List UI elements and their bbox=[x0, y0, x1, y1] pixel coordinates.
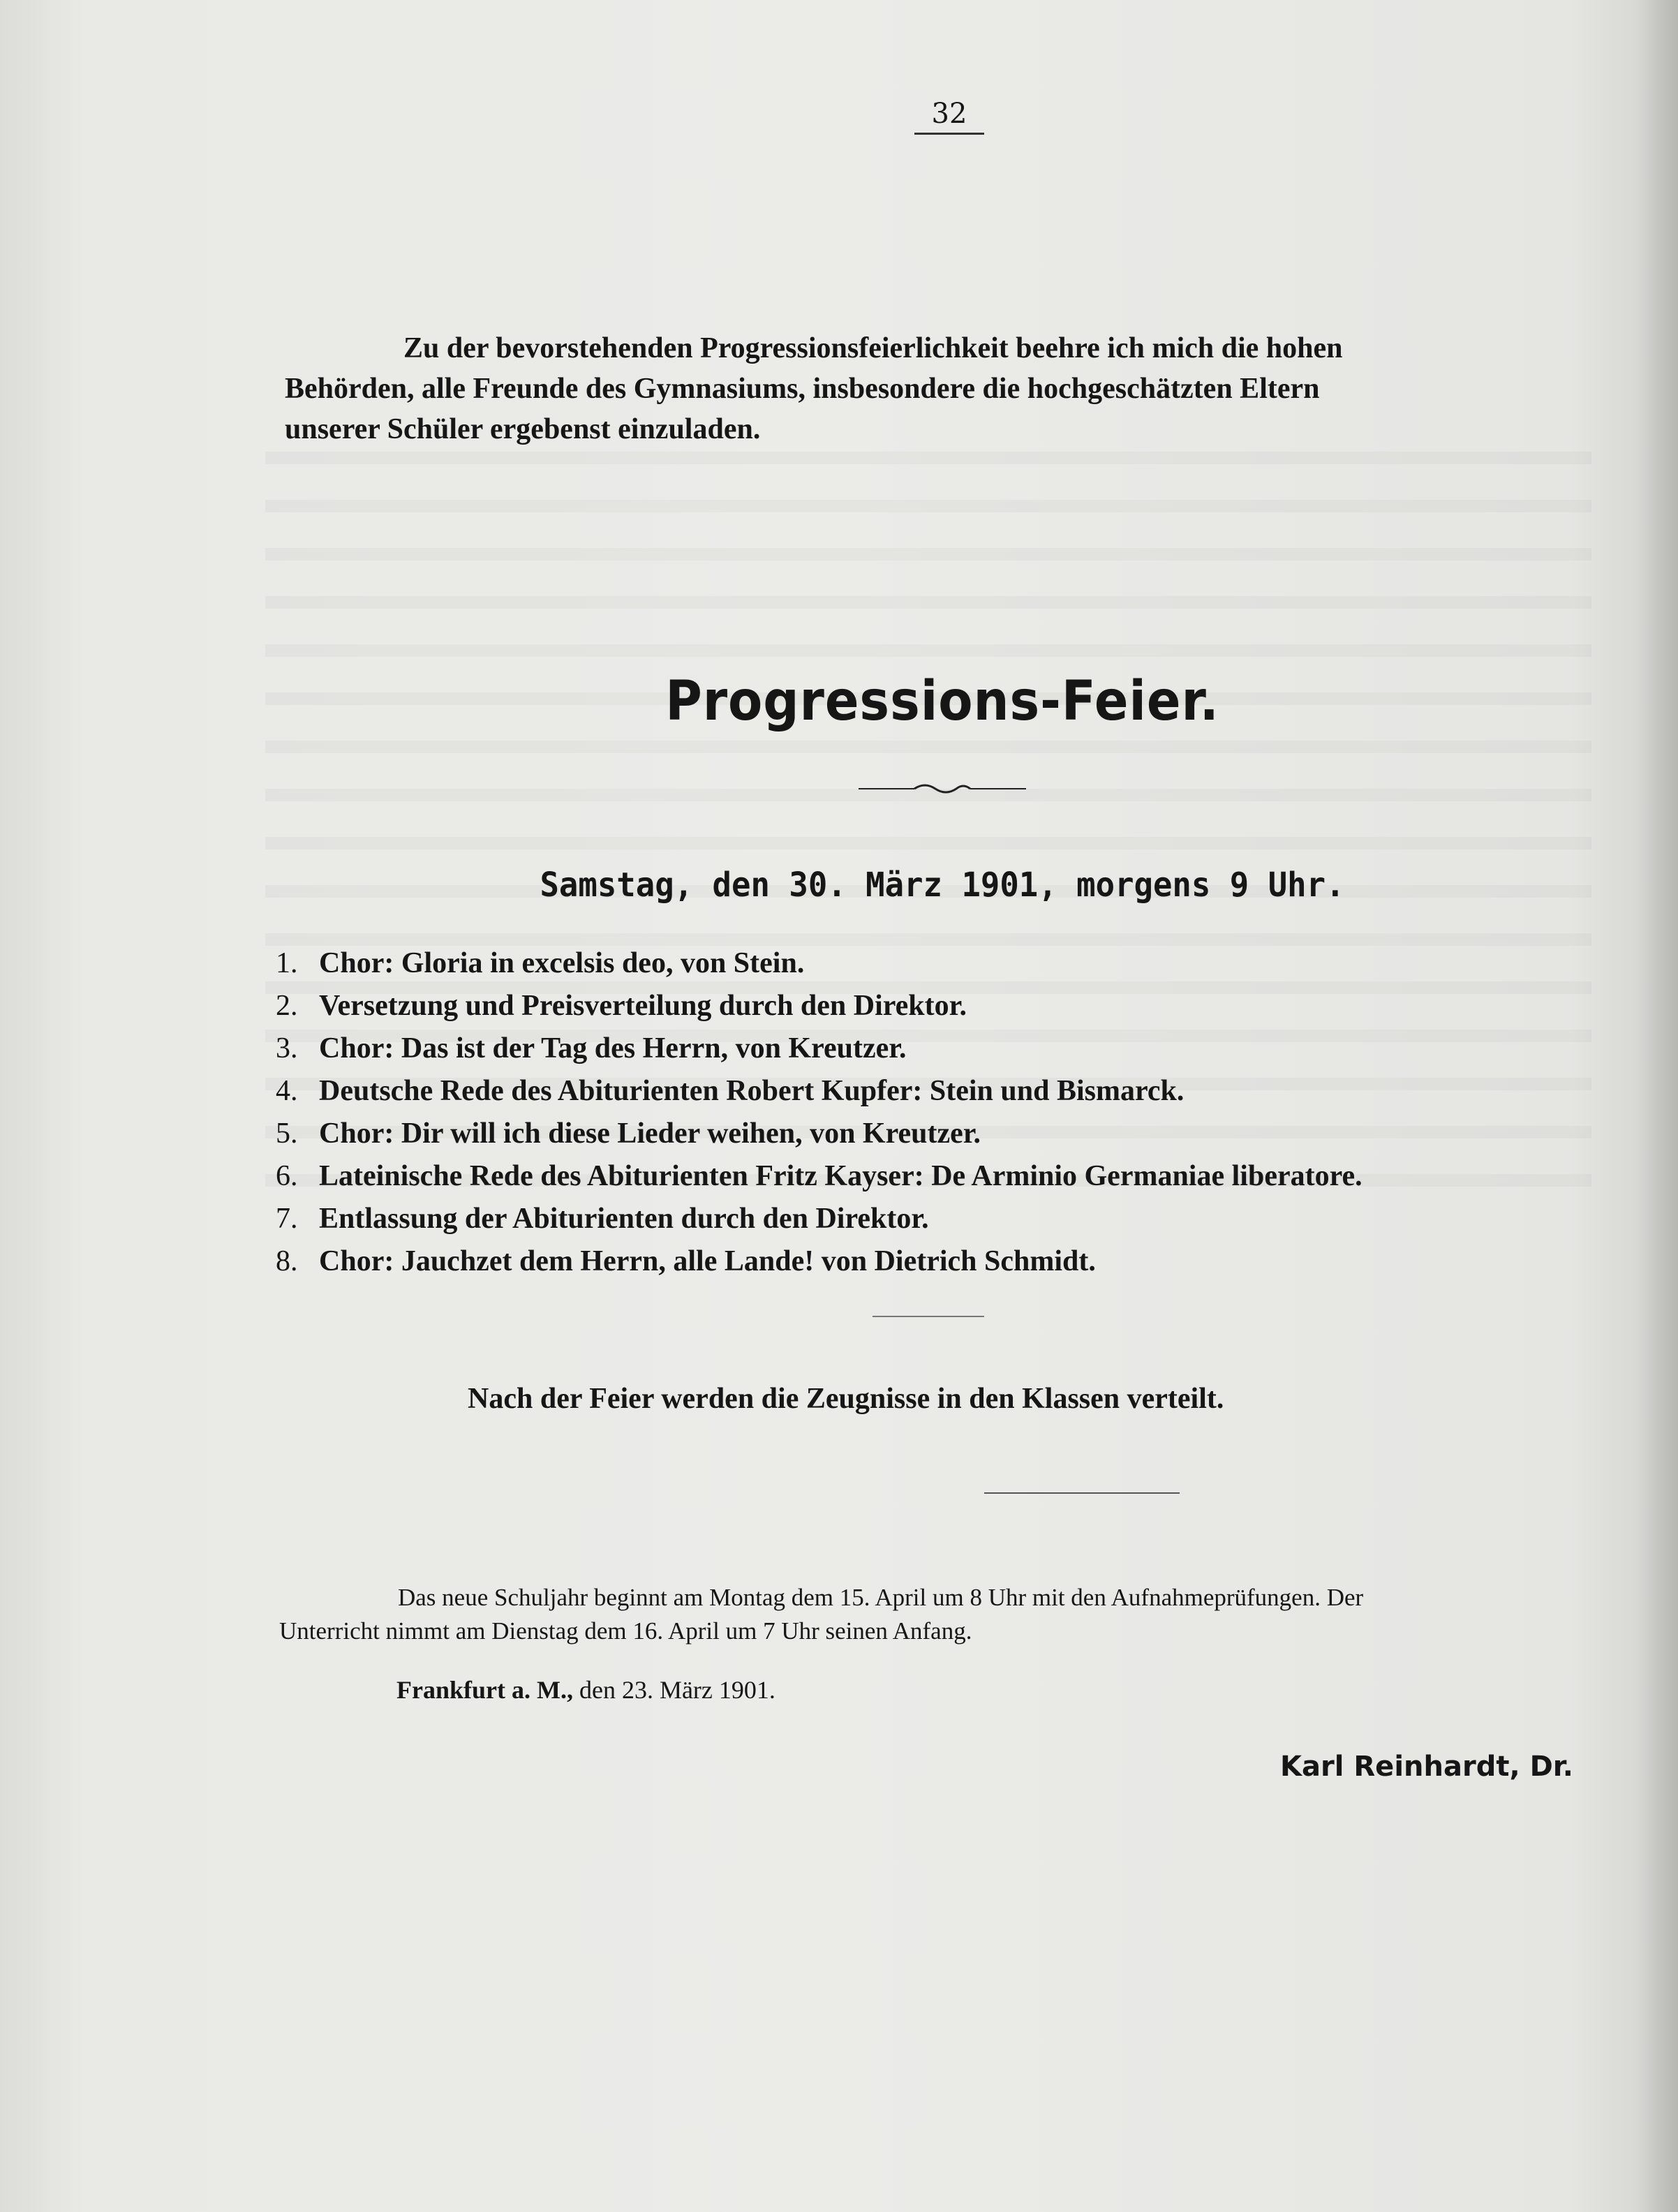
invitation-line: unserer Schüler ergebenst einzuladen. bbox=[285, 413, 761, 445]
date: den 23. März 1901. bbox=[579, 1676, 775, 1704]
school-year-line: Das neue Schuljahr beginnt am Montag dem 15. April um 8 Uhr mit den Aufnahmeprüfungen. Der bbox=[398, 1584, 1364, 1611]
program-item: 6. Lateinische Rede des Abiturienten Fritz Kayser: De Arminio Germaniae liberatore. bbox=[276, 1160, 1363, 1192]
program-item: 3. Chor: Das ist der Tag des Herrn, von Kreutzer. bbox=[276, 1032, 907, 1064]
program-item: 5. Chor: Dir will ich diese Lieder weihen, von Kreutzer. bbox=[276, 1118, 981, 1150]
place-and-date bbox=[396, 1675, 775, 1705]
program-item: 4. Deutsche Rede des Abiturienten Robert Kupfer: Stein und Bismarck. bbox=[276, 1075, 1185, 1107]
event-date: Samstag, den 30. März 1901, morgens 9 Uhr. bbox=[540, 866, 1345, 905]
program-item: 8. Chor: Jauchzet dem Herrn, alle Lande! von Dietrich Schmidt. bbox=[276, 1245, 1096, 1277]
signature: Karl Reinhardt, Dr. bbox=[1280, 1751, 1573, 1783]
certificates-notice: Nach der Feier werden die Zeugnisse in den Klassen verteilt. bbox=[468, 1383, 1224, 1415]
school-year-line: Unterricht nimmt am Dienstag dem 16. April um 7 Uhr seinen Anfang. bbox=[279, 1617, 972, 1645]
page-number: 32 bbox=[914, 98, 984, 135]
page-edge-shadow bbox=[1636, 0, 1678, 2212]
invitation-line: Zu der bevorstehenden Progressionsfeierlichkeit beehre ich mich die hohen bbox=[403, 332, 1343, 364]
invitation-line: Behörden, alle Freunde des Gymnasiums, insbesondere die hochgeschätzten Eltern bbox=[285, 373, 1320, 405]
invitation-paragraph bbox=[285, 328, 1618, 450]
page-title: Progressions-Feier. bbox=[665, 670, 1219, 733]
ornament-divider bbox=[859, 780, 1026, 797]
program-item: 7. Entlassung der Abiturienten durch den Direktor. bbox=[276, 1203, 929, 1235]
program-item: 1. Chor: Gloria in excelsis deo, von Stein. bbox=[276, 947, 805, 979]
place: Frankfurt a. M., bbox=[396, 1676, 573, 1704]
faint-divider bbox=[984, 1492, 1180, 1494]
section-divider bbox=[873, 1316, 984, 1317]
school-year-notice bbox=[279, 1581, 1612, 1648]
program-item: 2. Versetzung und Preisverteilung durch den Direktor. bbox=[276, 990, 967, 1022]
program-list bbox=[276, 942, 1637, 1283]
